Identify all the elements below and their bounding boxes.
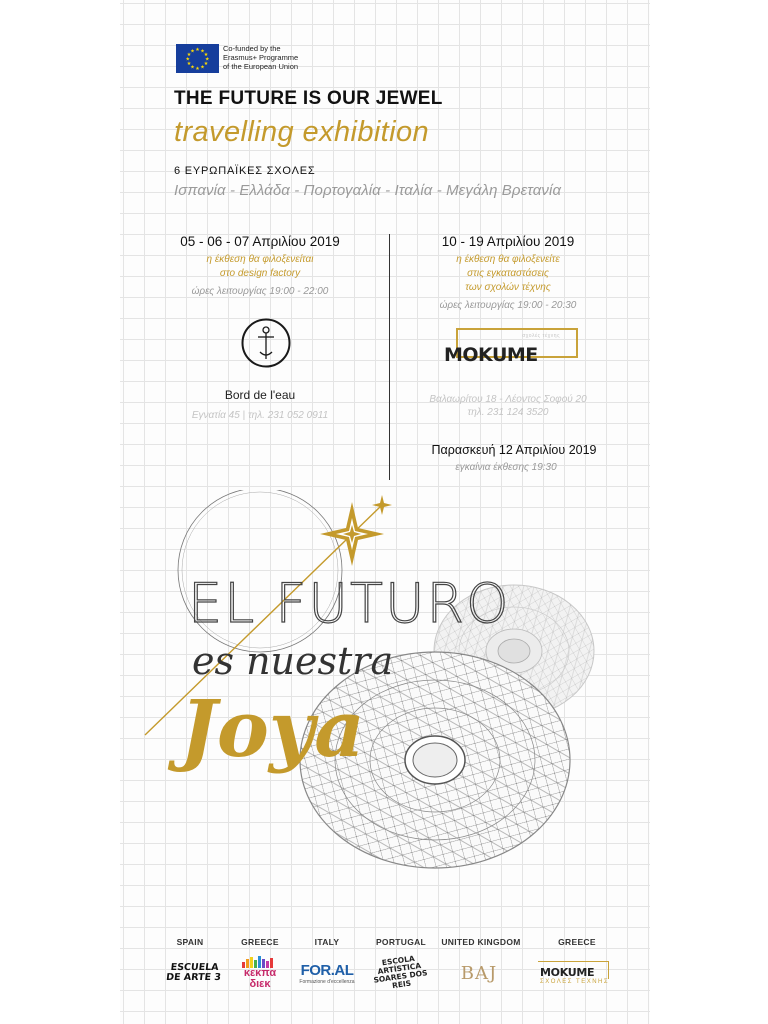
svg-text:★: ★ bbox=[195, 66, 200, 72]
baj-logo-text: BAJ bbox=[460, 962, 498, 984]
svg-text:★: ★ bbox=[203, 52, 209, 58]
partner-country-greece-1: GREECE bbox=[241, 937, 279, 947]
eu-line-2: Erasmus+ Programme bbox=[223, 53, 299, 62]
svg-text:★: ★ bbox=[190, 64, 195, 71]
partner-country-italy: ITALY bbox=[314, 937, 340, 947]
svg-text:★: ★ bbox=[205, 56, 210, 63]
left-venue-address: Εγνατία 45 | τηλ. 231 052 0911 bbox=[191, 410, 329, 421]
svg-text:★: ★ bbox=[186, 61, 192, 67]
eu-line-1: Co-funded by the bbox=[223, 44, 281, 53]
partner-country-spain: SPAIN bbox=[176, 937, 204, 947]
eu-cofunding-text bbox=[223, 44, 363, 71]
right-venue-address-line2: τηλ. 231 124 3520 bbox=[467, 407, 549, 418]
right-venue-host-line3: των σχολών τέχνης bbox=[465, 282, 551, 293]
baj-logo bbox=[448, 953, 510, 993]
mokume-logo-name: MOKUME bbox=[444, 344, 538, 366]
kekpa-logo bbox=[230, 953, 290, 993]
artwork-word-es-nuestra: es nuestra bbox=[192, 639, 394, 683]
schools-count: 6 ΕΥΡΩΠΑΪΚΕΣ ΣΧΟΛΕΣ bbox=[174, 165, 316, 177]
jewel-artwork bbox=[120, 490, 650, 900]
right-venue-address-line1: Βαλαωρίτου 18 - Λέοντος Σοφού 20 bbox=[429, 394, 587, 405]
svg-text:★: ★ bbox=[200, 48, 205, 55]
opening-date: Παρασκευή 12 Απριλίου 2019 bbox=[431, 443, 597, 457]
mokume-partner-logo bbox=[538, 953, 618, 993]
escuela-de-arte-logo-text: ESCUELA DE ARTE 3 bbox=[165, 962, 222, 983]
bord-de-leau-name: Bord de l'eau bbox=[224, 388, 296, 402]
poster-subtitle: travelling exhibition bbox=[174, 116, 430, 148]
mokume-logo-sub: σχολές τέχνης bbox=[522, 333, 560, 339]
opening-time: εγκαίνια έκθεσης 19:30 bbox=[455, 462, 557, 473]
mokume-partner-tagline: ΣΧΟΛΕΣ ΤΕΧΝΗΣ bbox=[540, 979, 610, 985]
right-venue-hours: ώρες λειτουργίας 19:00 - 20:30 bbox=[439, 300, 577, 311]
foral-logo-text: FOR.AL bbox=[300, 961, 354, 979]
mokume-partner-name: MOKUME bbox=[540, 966, 595, 979]
mokume-partner-frame bbox=[538, 961, 609, 979]
foral-logo bbox=[295, 953, 359, 993]
partner-country-greece-2: GREECE bbox=[558, 937, 596, 947]
svg-text:★: ★ bbox=[195, 47, 200, 53]
venue-divider bbox=[389, 234, 390, 480]
poster-title: THE FUTURE IS OUR JEWEL bbox=[174, 88, 443, 109]
partner-country-portugal: PORTUGAL bbox=[375, 937, 427, 947]
right-venue-dates: 10 - 19 Απριλίου 2019 bbox=[441, 234, 575, 249]
partner-country-uk: UNITED KINGDOM bbox=[441, 937, 521, 947]
artwork-word-el-futuro: EL FUTURO bbox=[188, 572, 511, 635]
left-venue-hours: ώρες λειτουργίας 19:00 - 22:00 bbox=[191, 286, 329, 297]
eu-flag-icon bbox=[176, 44, 219, 73]
foral-tagline: Formazione d'eccellenza bbox=[299, 978, 355, 985]
svg-text:★: ★ bbox=[203, 61, 209, 67]
eu-line-3: of the European Union bbox=[223, 62, 299, 71]
svg-text:★: ★ bbox=[200, 64, 205, 71]
svg-text:★: ★ bbox=[190, 48, 195, 55]
svg-text:★: ★ bbox=[185, 56, 190, 63]
right-venue-host-line2: στις εγκαταστάσεις bbox=[467, 268, 549, 279]
countries-list: Ισπανία - Ελλάδα - Πορτογαλία - Ιταλία - Μεγάλη Βρετανία bbox=[174, 182, 562, 199]
artwork-word-joya: Joya bbox=[180, 684, 365, 775]
soares-dos-reis-logo bbox=[364, 953, 436, 993]
kekpa-logo-text: κεκπα διεκ bbox=[243, 967, 277, 990]
right-venue-host-line1: η έκθεση θα φιλοξενείτε bbox=[456, 254, 560, 265]
left-venue-host-line2: στο design factory bbox=[219, 268, 301, 279]
soares-dos-reis-logo-text: ESCOLA ARTÍSTICA SOARES DOS REIS bbox=[372, 953, 428, 991]
left-venue-host-line1: η έκθεση θα φιλοξενείται bbox=[206, 254, 314, 265]
bord-de-leau-logo-icon bbox=[241, 318, 291, 368]
escuela-de-arte-logo bbox=[160, 953, 228, 993]
exhibition-poster bbox=[120, 0, 650, 1024]
left-venue-dates: 05 - 06 - 07 Απριλίου 2019 bbox=[180, 234, 340, 249]
svg-text:★: ★ bbox=[186, 52, 192, 58]
